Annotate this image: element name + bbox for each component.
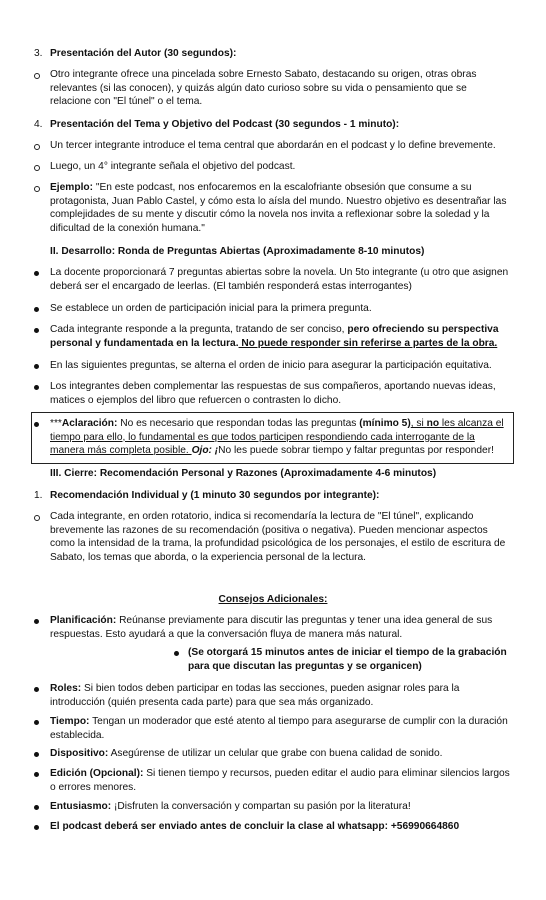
paragraph: Roles: Si bien todos deben participar en todas las secciones, pueden asignar roles para la introducción (quién presenta cada parte) para que sea más organizado. <box>50 683 460 708</box>
bullet-icon <box>34 825 39 830</box>
paragraph: Entusiasmo: ¡Disfruten la conversación y compartan su pasión por la literatura! <box>50 801 411 812</box>
bullet-icon <box>174 651 179 656</box>
list-number: 4. <box>34 119 43 130</box>
paragraph: Luego, un 4° integrante señala el objetivo del podcast. <box>50 161 296 172</box>
circle-bullet-icon <box>34 144 40 150</box>
section-heading: Presentación del Autor (30 segundos): <box>50 48 237 59</box>
paragraph: Planificación: Reúnanse previamente para discutir las preguntas y tener una idea general de sus respuestas. Esto ayudará a que la conversación fluya de manera más natural. <box>50 615 493 640</box>
circle-bullet-icon <box>34 515 40 521</box>
paragraph: Otro integrante ofrece una pincelada sobre Ernesto Sabato, destacando su origen, otras obras relevantes (si las conocen), y quizás algún dato curioso sobre su vida o pensamiento que se relacione con "El túnel" o el tema. <box>50 69 477 108</box>
document-page: 3. Presentación del Autor (30 segundos): Otro integrante ofrece una pincelada sobre Ernesto Sabato, destacando su origen, otras obras relevantes (si las conocen), y quizás algún dato curioso sobre su vida o pensamiento que se relacione con "El túnel" o el tema. 4. Presentación del Tema y Objetivo del Podcast (30 segundos - 1 minuto): Un tercer integrante introduce el tema central que abordarán en el podcast y lo define brevemente. Luego, un 4° integrante señala el objetivo del podcast. Ejemplo: "En este podcast, nos enfocaremos en la escalofriante obsesión que consume a su protagonista, Juan Pablo Castel, y cómo esta lo aísla del mundo. Nuestro objetivo es desentrañar las complejidades de su mente y discutir cómo la novela nos invita a reflexionar sobre la soledad y la dificultad de la conexión humana." II. Desarrollo: Ronda de Preguntas Abiertas (Aproximadamente 8-10 minutos) La docente proporcionará 7 preguntas abiertas sobre la novela. Un 5to integrante (u otro que asignen deberá ser el encargado de leerlas. (El también responderá estas interrogantes) Se establece un orden de participación inicial para la primera pregunta. Cada integrante responde a la pregunta, tratando de ser conciso, pero ofreciendo su perspectiva personal y fundamentada en la lectura. No puede responder sin referirse a partes de la obra. En las siguientes preguntas, se alterna el orden de inicio para asegurar la participación equitativa. Los integrantes deben complementar las respuestas de sus compañeros, aportando nuevas ideas, matices o ejemplos del libro que refuercen o contrasten lo dicho. ***Aclaración: No es necesario que respondan todas las preguntas (mínimo 5), si no les alcanza el tiempo para ello, lo fundamental es que todos participen respondiendo cada interrogante de la manera más completa posible. Ojo: ¡No les puede sobrar tiempo y faltar preguntas por responder! III. Cierre: Recomendación Personal y Razones (Aproximadamente 4-6 minutos) 1. Recomendación Individual y (1 minuto 30 segundos por integrante): Cada integrante, en orden rotatorio, indica si recomendaría la lectura de "El túnel", explicando brevemente las razones de su recomendación (positiva o negativa). Pueden mencionar aspectos como la intensidad de la trama, la profundidad psicológica de los personajes, el estilo de escritura de Sabato, los temas que aborda, o la experiencia personal de la lectura. Consejos Adicionales: Planificación: Reúnanse previamente para discutir las preguntas y tener una idea general de sus respuestas. Esto ayudará a que la conversación fluya de manera más natural. (Se otorgará 15 minutos antes de iniciar el tiempo de la grabación para que discutan las preguntas y se organicen) Roles: Si bien todos deben participar en todas las secciones, pueden asignar roles para la introducción (quién presenta cada parte) para que sea más organizado. Tiempo: Tengan un moderador que esté atento al tiempo para asegurarse de cumplir con la duración establecida. Dispositivo: Asegúrense de utilizar un celular que grabe con buena calidad de sonido. Edición (Opcional): Si tienen tiempo y recursos, pueden editar el audio para eliminar silencios largos o errores menores. Entusiasmo: ¡Disfruten la conversación y compartan su pasión por la literatura! El podcast deberá ser enviado antes de concluir la clase al whatsapp: +56990664860 <box>0 0 546 900</box>
list-number: 1. <box>34 490 43 501</box>
bullet-icon <box>34 328 39 333</box>
bullet-icon <box>34 307 39 312</box>
paragraph: Cada integrante, en orden rotatorio, indica si recomendaría la lectura de "El túnel", explicando brevemente las razones de su recomendación (positiva o negativa). Pueden mencionar aspectos como la intensidad de la trama, la profundidad psicológica de los personajes, el estilo de escritura de Sabato, los temas que aborda, o la experiencia personal de la lectura. <box>50 511 506 563</box>
consejos-title: Consejos Adicionales: <box>218 594 328 605</box>
paragraph: Un tercer integrante introduce el tema central que abordarán en el podcast y lo define brevemente. <box>50 140 496 151</box>
circle-bullet-icon <box>34 73 40 79</box>
paragraph: Los integrantes deben complementar las respuestas de sus compañeros, aportando nuevas ideas, matices o ejemplos del libro que refuercen o contrasten lo dicho. <box>50 381 496 406</box>
section-heading: Recomendación Individual y (1 minuto 30 segundos por integrante): <box>50 490 380 501</box>
bullet-icon <box>34 752 39 757</box>
circle-bullet-icon <box>34 186 40 192</box>
bullet-icon <box>34 687 39 692</box>
note-text: (Se otorgará 15 minutos antes de iniciar el tiempo de la grabación para que discutan las preguntas y se organicen) <box>188 647 507 672</box>
paragraph: En las siguientes preguntas, se alterna el orden de inicio para asegurar la participación equitativa. <box>50 360 492 371</box>
paragraph: Tiempo: Tengan un moderador que esté atento al tiempo para asegurarse de cumplir con la duración establecida. <box>50 716 508 741</box>
final-instruction: El podcast deberá ser enviado antes de concluir la clase al whatsapp: +56990664860 <box>50 821 460 832</box>
paragraph: Edición (Opcional): Si tienen tiempo y recursos, pueden editar el audio para eliminar silencios largos o errores menores. <box>50 768 510 793</box>
bullet-icon <box>34 805 39 810</box>
section-heading: Presentación del Tema y Objetivo del Podcast (30 segundos - 1 minuto): <box>50 119 400 130</box>
bullet-icon <box>34 364 39 369</box>
bullet-icon <box>34 422 39 427</box>
bullet-icon <box>34 619 39 624</box>
paragraph: La docente proporcionará 7 preguntas abiertas sobre la novela. Un 5to integrante (u otro que asignen deberá ser el encargado de leerlas. (El también responderá estas interrogantes) <box>50 267 509 292</box>
paragraph: Cada integrante responde a la pregunta, tratando de ser conciso, pero ofreciendo su perspectiva personal y fundamentada en la lectura. No puede responder sin referirse a partes de la obra. <box>50 324 499 349</box>
paragraph: Ejemplo: "En este podcast, nos enfocaremos en la escalofriante obsesión que consume a su protagonista, Juan Pablo Castel, y cómo esta lo aísla del mundo. Nuestro objetivo es desentrañar las complejidades de su mente y discutir cómo la novela nos invita a reflexionar sobre la soledad y la dificultad de la conexión humana." <box>50 182 507 234</box>
bullet-icon <box>34 772 39 777</box>
circle-bullet-icon <box>34 165 40 171</box>
bullet-icon <box>34 271 39 276</box>
clarification-text: ***Aclaración: No es necesario que respondan todas las preguntas (mínimo 5), si no les alcanza el tiempo para ello, lo fundamental es que todos participen respondiendo cada interrogante de la manera más completa posible. Ojo: ¡No les puede sobrar tiempo y faltar preguntas por responder! <box>50 418 504 457</box>
bullet-icon <box>34 720 39 725</box>
list-number: 3. <box>34 48 43 59</box>
bullet-icon <box>34 385 39 390</box>
paragraph: Dispositivo: Asegúrense de utilizar un celular que grabe con buena calidad de sonido. <box>50 748 443 759</box>
paragraph: Se establece un orden de participación inicial para la primera pregunta. <box>50 303 372 314</box>
